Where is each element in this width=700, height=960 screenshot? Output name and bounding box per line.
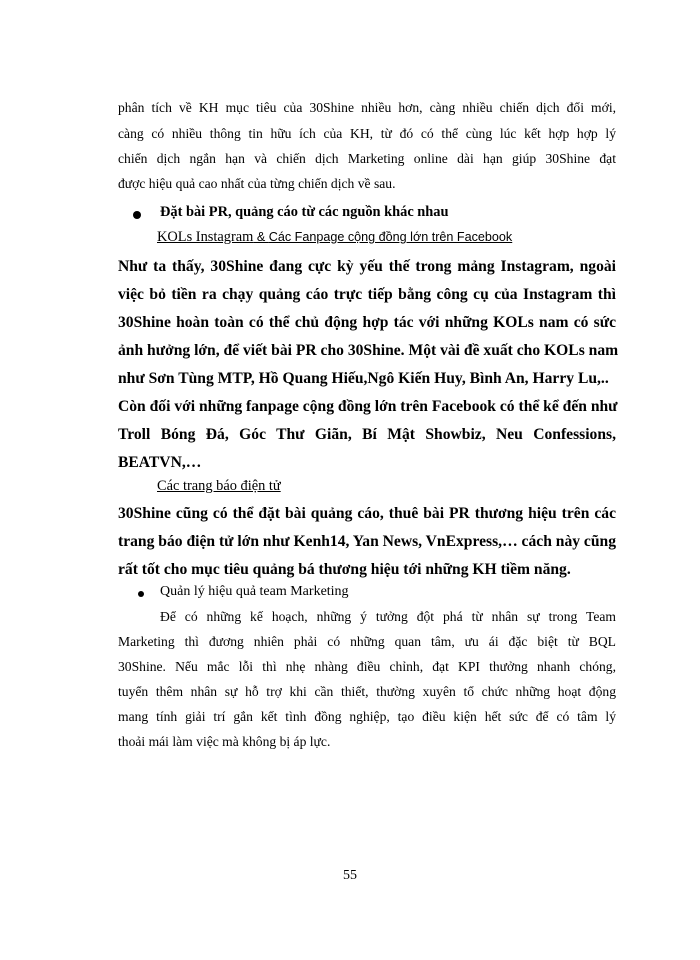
text-line: chiến dịch ngắn hạn và chiến dịch Marketing online dài hạn giúp 30Shine đạt [118,151,616,166]
text-line: việc bỏ tiền ra chạy quảng cáo trực tiếp bằng công cụ của Instagram thì [118,286,616,303]
text-line: như Sơn Tùng MTP, Hồ Quang Hiếu,Ngô Kiến Huy, Bình An, Harry Lu,.. [118,370,609,387]
text-line: mang tính giải trí gắn kết tình đồng nghiệp, tạo điều kiện hết sức để có tâm lý [118,709,616,724]
page-number: 55 [343,868,357,883]
subheading-news: Các trang báo điện tử [157,478,281,494]
text-line: phân tích về KH mục tiêu của 30Shine nhiều hơn, càng nhiều chiến dịch đổi mới, [118,100,616,115]
text-line: càng có nhiều thông tin hữu ích của KH, từ đó có thể cùng lúc kết hợp hợp lý [118,126,616,141]
text-line: ảnh hưởng lớn, để viết bài PR cho 30Shine. Một vài đề xuất cho KOLs nam [118,342,619,359]
subheading-kols: KOLs Instagram [157,229,254,245]
section-heading-team: Quản lý hiệu quả team Marketing [160,584,349,599]
text-line: Còn đối với những fanpage cộng đồng lớn trên Facebook có thể kể đến như [118,398,618,415]
text-line: 30Shine. Nếu mắc lỗi thì nhẹ nhàng điều chỉnh, đạt KPI thưởng nhanh chóng, [118,659,616,674]
text-line: 30Shine cũng có thể đặt bài quảng cáo, thuê bài PR thương hiệu trên các [118,505,616,522]
text-line: 30Shine hoàn toàn có thể chủ động hợp tác với những KOLs nam có sức [118,314,616,331]
text-line: được hiệu quả cao nhất của từng chiến dịch về sau. [118,176,396,191]
text-line: tuyển thêm nhân sự hỗ trợ khi cần thiết, thường xuyên tổ chức những hoạt động [118,684,616,699]
text-line: Như ta thấy, 30Shine đang cực kỳ yếu thế trong mảng Instagram, ngoài [118,258,616,275]
text-line: rất tốt cho mục tiêu quảng bá thương hiệu tới những KH tiềm năng. [118,561,571,578]
text-line: Marketing thì đương nhiên phải có những quan tâm, ưu ái đặc biệt từ BQL [118,634,616,649]
subheading-fanpage: Các Fanpage cộng đồng lớn trên Facebook [268,230,513,244]
text-line: Troll Bóng Đá, Góc Thư Giãn, Bí Mật Showbiz, Neu Confessions, [118,426,616,443]
text-line: Để có những kế hoạch, những ý tưởng đột phá từ nhân sự trong Team [160,609,616,624]
text-line: BEATVN,… [118,454,202,471]
bullet-icon [133,211,141,219]
text-line: trang báo điện tử lớn như Kenh14, Yan News, VnExpress,… cách này cũng [118,533,616,550]
bullet-icon [138,591,144,597]
subheading-kols-fanpage [157,229,512,246]
section-heading-pr: Đặt bài PR, quảng cáo từ các nguồn khác nhau [160,204,449,220]
subheading-joiner: & [253,230,269,244]
text-line: thoải mái làm việc mà không bị áp lực. [118,734,331,749]
